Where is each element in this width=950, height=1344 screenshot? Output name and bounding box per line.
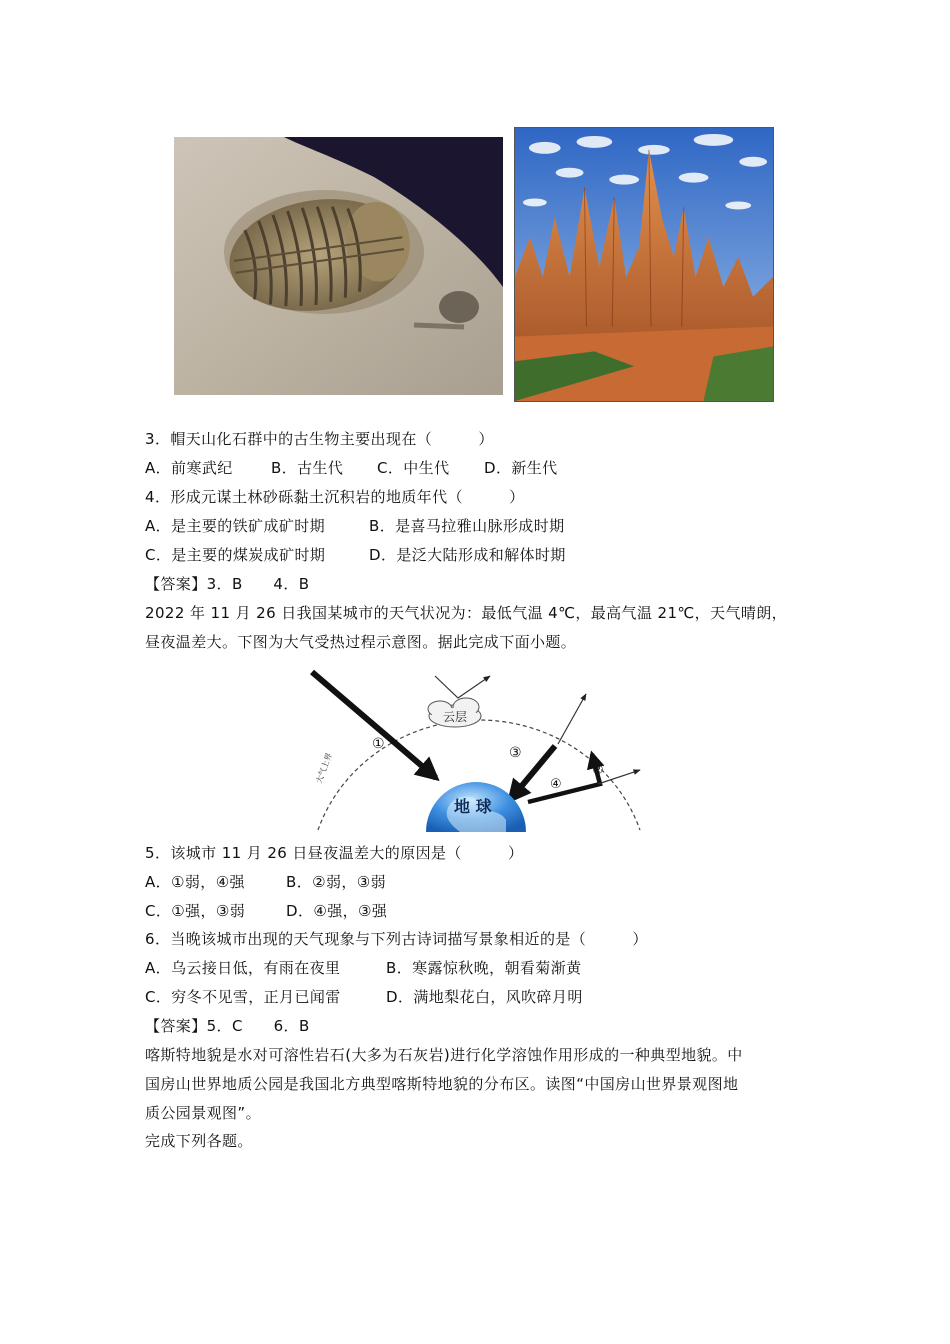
question-3-options: [145, 458, 558, 478]
question-5-option-a: A．①弱，④强: [145, 873, 245, 891]
question-6-stem: 6．当晚该城市出现的天气现象与下列古诗词描写景象相近的是（ ）: [145, 930, 648, 948]
karst-intro-line-2: 国房山世界地质公园是我国北方典型喀斯特地貌的分布区。读图“中国房山世界景观图地: [145, 1075, 739, 1093]
cloud-reflection-arrow: [435, 676, 490, 698]
question-5-option-c: C．①强，③弱: [145, 902, 246, 920]
atmosphere-boundary-label: 大气上界: [314, 751, 334, 785]
label-3: ③: [509, 745, 522, 761]
weather-intro-line-2: 昼夜温差大。下图为大气受热过程示意图。据此完成下面小题。: [145, 633, 577, 651]
question-6-option-d: D．满地梨花白，风吹碎月明: [386, 988, 583, 1006]
earth-forest-landscape-photo: [514, 127, 774, 402]
question-5-options-row2: [145, 901, 387, 921]
weather-intro-line-1: 2022 年 11 月 26 日我国某城市的天气状况为：最低气温 4℃，最高气温 21℃，天气晴朗，: [145, 604, 788, 622]
question-4-stem: 4．形成元谋土林砂砾黏土沉积岩的地质年代（ ）: [145, 488, 525, 506]
label-4: ④: [550, 777, 562, 792]
question-6-option-c: C．穷冬不见雪，正月已闻雷: [145, 988, 341, 1006]
karst-intro-line-4: 完成下列各题。: [145, 1132, 253, 1150]
question-3-option-a: A．前寒武纪: [145, 459, 233, 477]
question-6-option-b: B．寒露惊秋晚，朝看菊渐黄: [386, 959, 582, 977]
question-3-option-c: C．中生代: [377, 459, 450, 477]
question-5-stem: 5．该城市 11 月 26 日昼夜温差大的原因是（ ）: [145, 844, 524, 862]
question-4-option-d: D．是泛大陆形成和解体时期: [369, 546, 566, 564]
question-4-option-a: A．是主要的铁矿成矿时期: [145, 517, 326, 535]
earth-label: 地 球: [454, 797, 492, 816]
question-6-options-row1: [145, 958, 582, 978]
label-1: ①: [372, 736, 385, 752]
question-6-option-a: A．乌云接日低，有雨在夜里: [145, 959, 341, 977]
label-2: ②: [592, 763, 604, 778]
question-5-option-b: B．②弱，③弱: [286, 873, 386, 891]
cloud-label: 云层: [443, 710, 468, 724]
answer-5-6: 【答案】5．C 6．B: [145, 1017, 310, 1035]
outgoing-ray-arrow: [558, 694, 586, 744]
question-4-options-row1: [145, 516, 565, 536]
answer-3-4: 【答案】3．B 4．B: [145, 575, 310, 593]
question-3-stem: 3．帽天山化石群中的古生物主要出现在（ ）: [145, 430, 494, 448]
atmosphere-heating-diagram: [300, 664, 650, 832]
question-6-options-row2: [145, 987, 583, 1007]
question-3-option-d: D．新生代: [484, 459, 558, 477]
question-4-options-row2: [145, 545, 566, 565]
question-5-option-d: D．④强，③强: [286, 902, 388, 920]
trilobite-fossil-photo: [174, 137, 503, 395]
question-3-option-b: B．古生代: [271, 459, 344, 477]
karst-intro-line-3: 质公园景观图”。: [145, 1104, 261, 1122]
question-5-options-row1: [145, 872, 386, 892]
karst-intro-line-1: 喀斯特地貌是水对可溶性岩石(大多为石灰岩)进行化学溶蚀作用形成的一种典型地貌。中: [145, 1046, 743, 1064]
question-4-option-c: C．是主要的煤炭成矿时期: [145, 546, 326, 564]
question-4-option-b: B．是喜马拉雅山脉形成时期: [369, 517, 565, 535]
